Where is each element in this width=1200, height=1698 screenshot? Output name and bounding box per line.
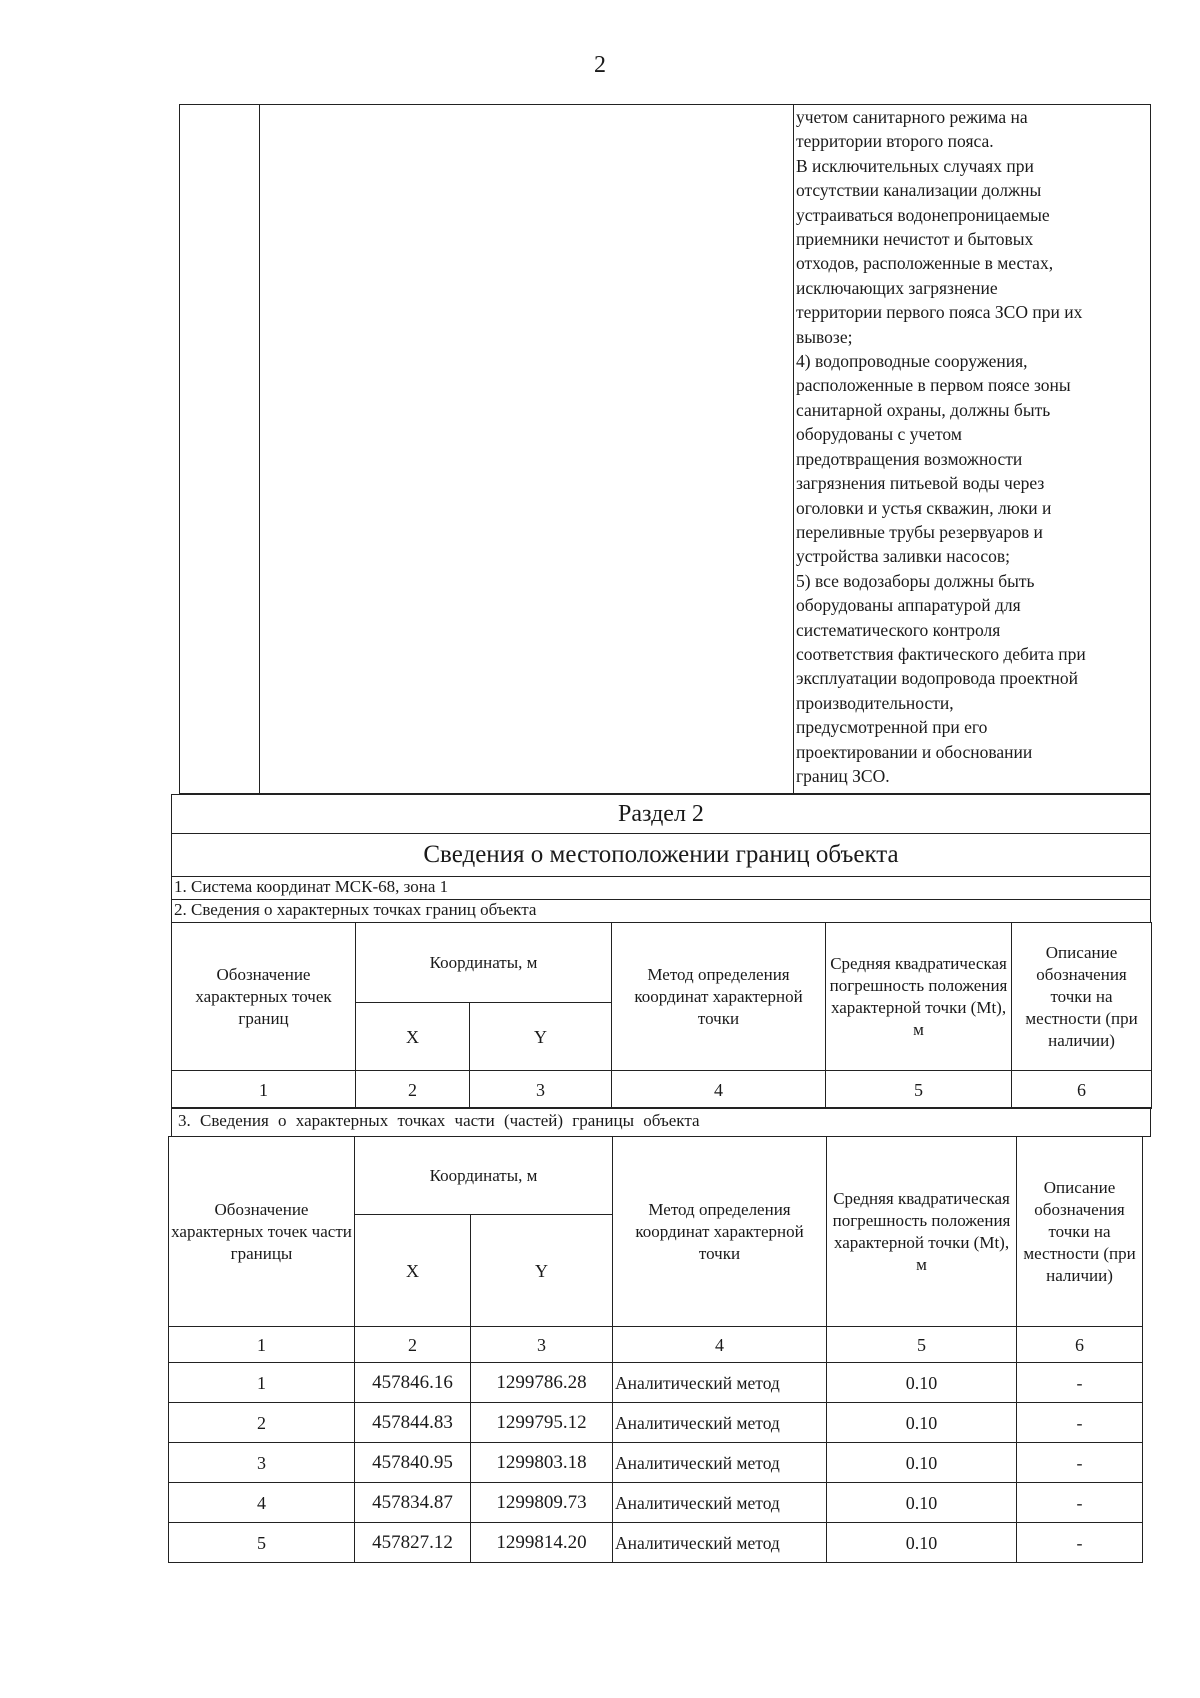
text-line: проектировании и обосновании <box>796 741 1033 762</box>
coord-x: 457827.12 <box>355 1523 471 1563</box>
text-line: границ ЗСО. <box>796 765 890 786</box>
text-line: предотвращения возможности <box>796 448 1023 469</box>
header-x: X <box>356 1003 470 1071</box>
continuation-col-2 <box>260 105 794 793</box>
text-line: оголовки и устья скважин, люки и <box>796 497 1052 518</box>
coord-y: 1299803.18 <box>471 1443 613 1483</box>
coord-y: 1299809.73 <box>471 1483 613 1523</box>
point-id: 3 <box>169 1443 355 1483</box>
method: Аналитический метод <box>613 1443 827 1483</box>
text-line: загрязнения питьевой воды через <box>796 473 1045 494</box>
method: Аналитический метод <box>613 1403 827 1443</box>
part-boundary-points-header: 3. Сведения о характерных точках части (частей) границы объекта <box>171 1107 1151 1137</box>
coordinate-system-row: 1. Система координат МСК-68, зона 1 <box>171 876 1151 900</box>
text-line: санитарной охраны, должны быть <box>796 399 1051 420</box>
text-line: систематического контроля <box>796 619 1001 640</box>
section-title: Раздел 2 <box>171 794 1151 834</box>
column-number: 5 <box>827 1327 1017 1363</box>
method: Аналитический метод <box>613 1523 827 1563</box>
coord-y: 1299795.12 <box>471 1403 613 1443</box>
description: - <box>1017 1483 1143 1523</box>
column-number: 1 <box>169 1327 355 1363</box>
table-row <box>169 1523 1143 1563</box>
method: Аналитический метод <box>613 1363 827 1403</box>
method: Аналитический метод <box>613 1483 827 1523</box>
page-number: 2 <box>594 52 606 78</box>
text-line: оборудованы с учетом <box>796 424 962 445</box>
column-number: 4 <box>613 1327 827 1363</box>
error: 0.10 <box>827 1403 1017 1443</box>
header-designation: Обозначение характерных точек части границы <box>169 1137 355 1327</box>
point-id: 2 <box>169 1403 355 1443</box>
text-line: учетом санитарного режима на <box>796 107 1028 127</box>
column-number: 3 <box>470 1071 612 1109</box>
text-line: устройства заливки насосов; <box>796 546 1010 567</box>
table-row <box>169 1483 1143 1523</box>
text-line: вывозе; <box>796 326 853 347</box>
error: 0.10 <box>827 1443 1017 1483</box>
text-line: производительности, <box>796 692 954 713</box>
text-line: территории первого пояса ЗСО при их <box>796 302 1083 323</box>
boundary-points-table <box>171 922 1152 1109</box>
coord-x: 457844.83 <box>355 1403 471 1443</box>
part-boundary-points-table <box>168 1136 1143 1563</box>
header-error: Средняя квадратическая погрешность положения характерной точки (Mt), м <box>827 1137 1017 1327</box>
continuation-col-1 <box>180 105 260 793</box>
description: - <box>1017 1403 1143 1443</box>
text-line: расположенные в первом поясе зоны <box>796 375 1071 396</box>
error: 0.10 <box>827 1363 1017 1403</box>
text-line: 4) водопроводные сооружения, <box>796 351 1028 372</box>
description: - <box>1017 1443 1143 1483</box>
column-number: 2 <box>355 1327 471 1363</box>
text-line: оборудованы аппаратурой для <box>796 595 1021 616</box>
text-line: территории второго пояса. <box>796 131 994 152</box>
point-id: 4 <box>169 1483 355 1523</box>
header-coordinates: Координаты, м <box>355 1137 613 1215</box>
text-line: В исключительных случаях при <box>796 155 1034 176</box>
column-number: 6 <box>1017 1327 1143 1363</box>
coord-y: 1299786.28 <box>471 1363 613 1403</box>
coord-x: 457846.16 <box>355 1363 471 1403</box>
text-line: устраиваться водонепроницаемые <box>796 204 1050 225</box>
table-row <box>169 1363 1143 1403</box>
column-number: 3 <box>471 1327 613 1363</box>
table-row <box>169 1403 1143 1443</box>
error: 0.10 <box>827 1523 1017 1563</box>
point-id: 1 <box>169 1363 355 1403</box>
section-subtitle: Сведения о местоположении границ объекта <box>171 833 1151 877</box>
header-error: Средняя квадратическая погрешность положения характерной точки (Mt), м <box>826 923 1012 1071</box>
column-number: 6 <box>1012 1071 1152 1109</box>
header-method: Метод определения координат характерной точки <box>613 1137 827 1327</box>
text-line: переливные трубы резервуаров и <box>796 521 1043 542</box>
header-method: Метод определения координат характерной точки <box>612 923 826 1071</box>
error: 0.10 <box>827 1483 1017 1523</box>
text-line: 5) все водозаборы должны быть <box>796 570 1035 591</box>
column-number: 4 <box>612 1071 826 1109</box>
text-line: соответствия фактического дебита при <box>796 643 1086 664</box>
text-line: отходов, расположенные в местах, <box>796 253 1054 274</box>
boundary-points-header: 2. Сведения о характерных точках границ объекта <box>171 899 1151 923</box>
table-row <box>169 1443 1143 1483</box>
header-coordinates: Координаты, м <box>356 923 612 1003</box>
header-x: X <box>355 1215 471 1327</box>
column-number: 5 <box>826 1071 1012 1109</box>
header-y: Y <box>471 1215 613 1327</box>
continuation-table <box>179 104 1151 794</box>
description: - <box>1017 1363 1143 1403</box>
coord-y: 1299814.20 <box>471 1523 613 1563</box>
coord-x: 457834.87 <box>355 1483 471 1523</box>
continuation-text-cell <box>794 105 1150 793</box>
coord-x: 457840.95 <box>355 1443 471 1483</box>
text-line: предусмотренной при его <box>796 717 988 738</box>
column-number: 2 <box>356 1071 470 1109</box>
header-designation: Обозначение характерных точек границ <box>172 923 356 1071</box>
header-description: Описание обозначения точки на местности (при наличии) <box>1012 923 1152 1071</box>
text-line: отсутствии канализации должны <box>796 180 1042 201</box>
column-number: 1 <box>172 1071 356 1109</box>
point-id: 5 <box>169 1523 355 1563</box>
text-line: исключающих загрязнение <box>796 277 998 298</box>
text-line: приемники нечистот и бытовых <box>796 229 1034 250</box>
description: - <box>1017 1523 1143 1563</box>
text-line: эксплуатации водопровода проектной <box>796 668 1078 689</box>
header-y: Y <box>470 1003 612 1071</box>
header-description: Описание обозначения точки на местности (при наличии) <box>1017 1137 1143 1327</box>
